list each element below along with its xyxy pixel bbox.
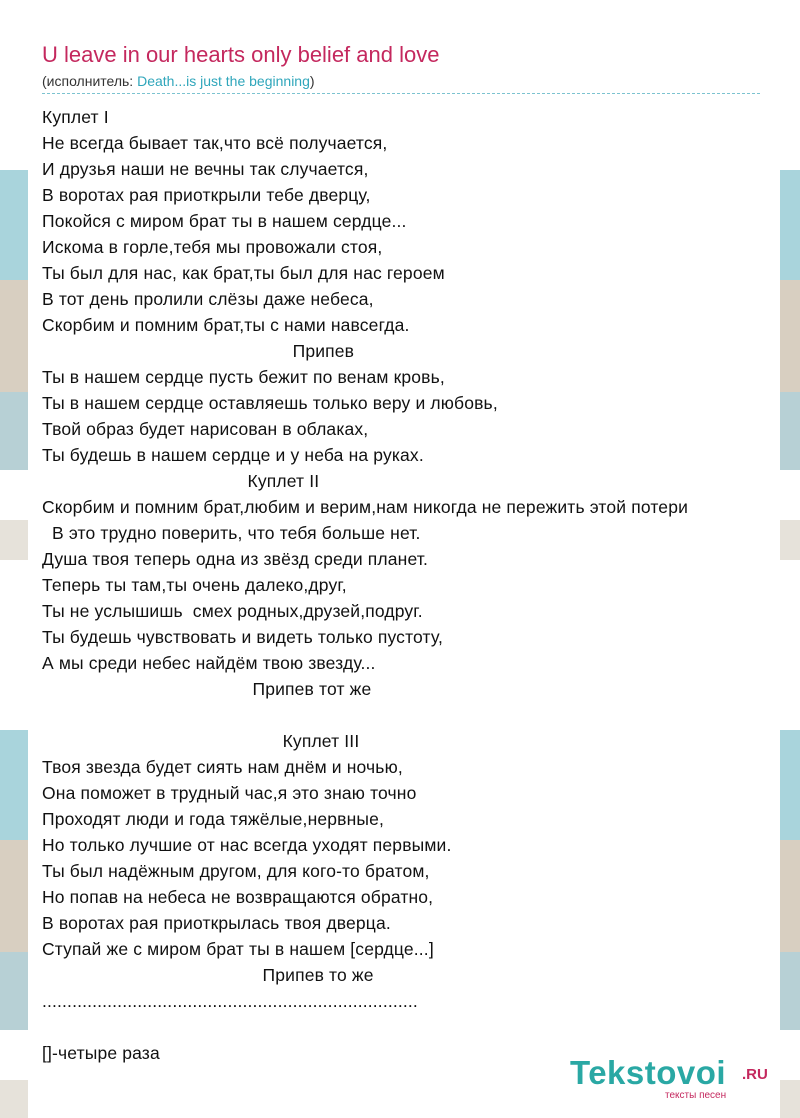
lyric-line: И друзья наши не вечны так случается, [42,159,369,179]
artist-line [42,73,315,89]
artist-suffix: ) [309,73,315,89]
lyric-line: Ты будешь в нашем сердце и у неба на руках. [42,445,424,465]
lyric-line: Искома в горле,тебя мы провожали стоя, [42,237,383,257]
lyric-line: А мы среди небес найдём твою звезду... [42,653,376,673]
lyric-line: Скорбим и помним брат,любим и верим,нам никогда не пережить этой потери [42,497,688,517]
artist-link[interactable]: Death...is just the beginning [137,73,310,89]
lyric-line: В это трудно поверить, что тебя больше нет. [42,523,421,543]
lyric-line: Но только лучшие от нас всегда уходят первыми. [42,835,452,855]
lyrics-text [42,104,782,1066]
lyric-line: Ты в нашем сердце оставляешь только веру и любовь, [42,393,498,413]
lyric-line: ........................................................................... [42,991,418,1011]
lyric-line: В воротах рая приоткрыли тебе дверцу, [42,185,371,205]
lyric-line: В тот день пролили слёзы даже небеса, [42,289,374,309]
lyric-line: Ты в нашем сердце пусть бежит по венам кровь, [42,367,445,387]
lyric-line: Проходят люди и года тяжёлые,нервные, [42,809,385,829]
logo-domain: .RU [742,1066,768,1083]
lyrics-sheet [28,30,780,1118]
lyric-line: Ты был надёжным другом, для кого-то братом, [42,861,430,881]
lyric-line: Твоя звезда будет сиять нам днём и ночью, [42,757,403,777]
lyric-line: В воротах рая приоткрылась твоя дверца. [42,913,391,933]
lyric-line: Она поможет в трудный час,я это знаю точно [42,783,417,803]
lyric-line: Припев [42,341,355,361]
lyric-line: Теперь ты там,ты очень далеко,друг, [42,575,347,595]
lyric-line [42,702,782,728]
lyric-line: Припев то же [42,965,374,985]
lyric-line [42,1014,782,1040]
lyric-line: Куплет II [42,471,320,491]
lyric-line: Ты не услышишь смех родных,друзей,подруг. [42,601,423,621]
song-title: U leave in our hearts only belief and love [42,42,440,67]
lyric-line: Покойся с миром брат ты в нашем сердце... [42,211,407,231]
logo-tagline: тексты песен [665,1090,727,1101]
site-logo[interactable] [570,1054,780,1102]
lyric-line: Куплет I [42,107,109,127]
lyric-line: Припев тот же [42,679,372,699]
title-divider [42,93,760,94]
lyric-line: []-четыре раза [42,1043,160,1063]
lyric-line: Куплет III [42,731,360,751]
lyric-line: Скорбим и помним брат,ты с нами навсегда. [42,315,410,335]
lyric-line: Душа твоя теперь одна из звёзд среди планет. [42,549,428,569]
lyric-line: Но попав на небеса не возвращаются обратно, [42,887,434,907]
lyric-line: Ты будешь чувствовать и видеть только пустоту, [42,627,444,647]
lyric-line: Твой образ будет нарисован в облаках, [42,419,369,439]
artist-prefix: (исполнитель: [42,73,138,89]
lyric-line: Ты был для нас, как брат,ты был для нас героем [42,263,445,283]
lyric-line: Ступай же с миром брат ты в нашем [сердце...] [42,939,434,959]
logo-text: Tekstovoi [570,1054,727,1091]
lyric-line: Не всегда бывает так,что всё получается, [42,133,388,153]
